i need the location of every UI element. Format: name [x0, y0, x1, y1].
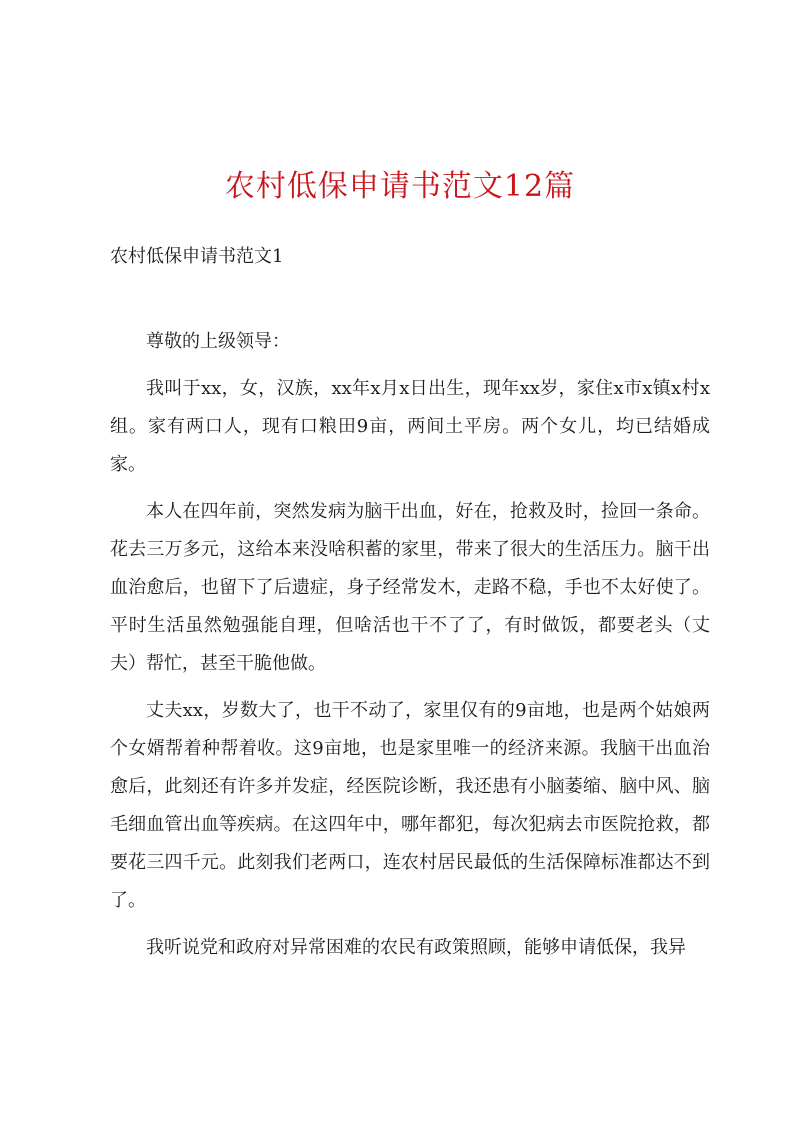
paragraph-husband-situation: 丈夫xx，岁数大了，也干不动了，家里仅有的9亩地，也是两个姑娘两个女婿帮着种帮着收。这9亩地，也是家里唯一的经济来源。我脑干出血治愈后，此刻还有许多并发症，经医院诊断，我还患有小脑萎缩、脑中风、脑毛细血管出血等疾病。在这四年中，哪年都犯，每次犯病去市医院抢救，都要花三四千元。此刻我们老两口，连农村居民最低的生活保障标准都达不到了。	[110, 700, 710, 911]
paragraph-illness: 本人在四年前，突然发病为脑干出血，好在，抢救及时，捡回一条命。花去三万多元，这给本来没啥积蓄的家里，带来了很大的生活压力。脑干出血治愈后，也留下了后遗症，身子经常发木，走路不稳，手也不太好使了。平时生活虽然勉强能自理，但啥活也干不了了，有时做饭，都要老头（丈夫）帮忙，甚至干脆他做。	[110, 501, 710, 674]
paragraph-request: 我听说党和政府对异常困难的农民有政策照顾，能够申请低保，我异	[146, 937, 686, 958]
document-title: 农村低保申请书范文12篇	[224, 169, 576, 204]
salutation: 尊敬的上级领导：	[146, 331, 290, 352]
letter-body	[110, 323, 710, 976]
section-heading: 农村低保申请书范文1	[110, 246, 284, 267]
paragraph-personal-info: 我叫于xx，女，汉族，xx年x月x日出生，现年xx岁，家住x市x镇x村x组。家有两口人，现有口粮田9亩，两间土平房。两个女儿，均已结婚成家。	[110, 378, 710, 475]
